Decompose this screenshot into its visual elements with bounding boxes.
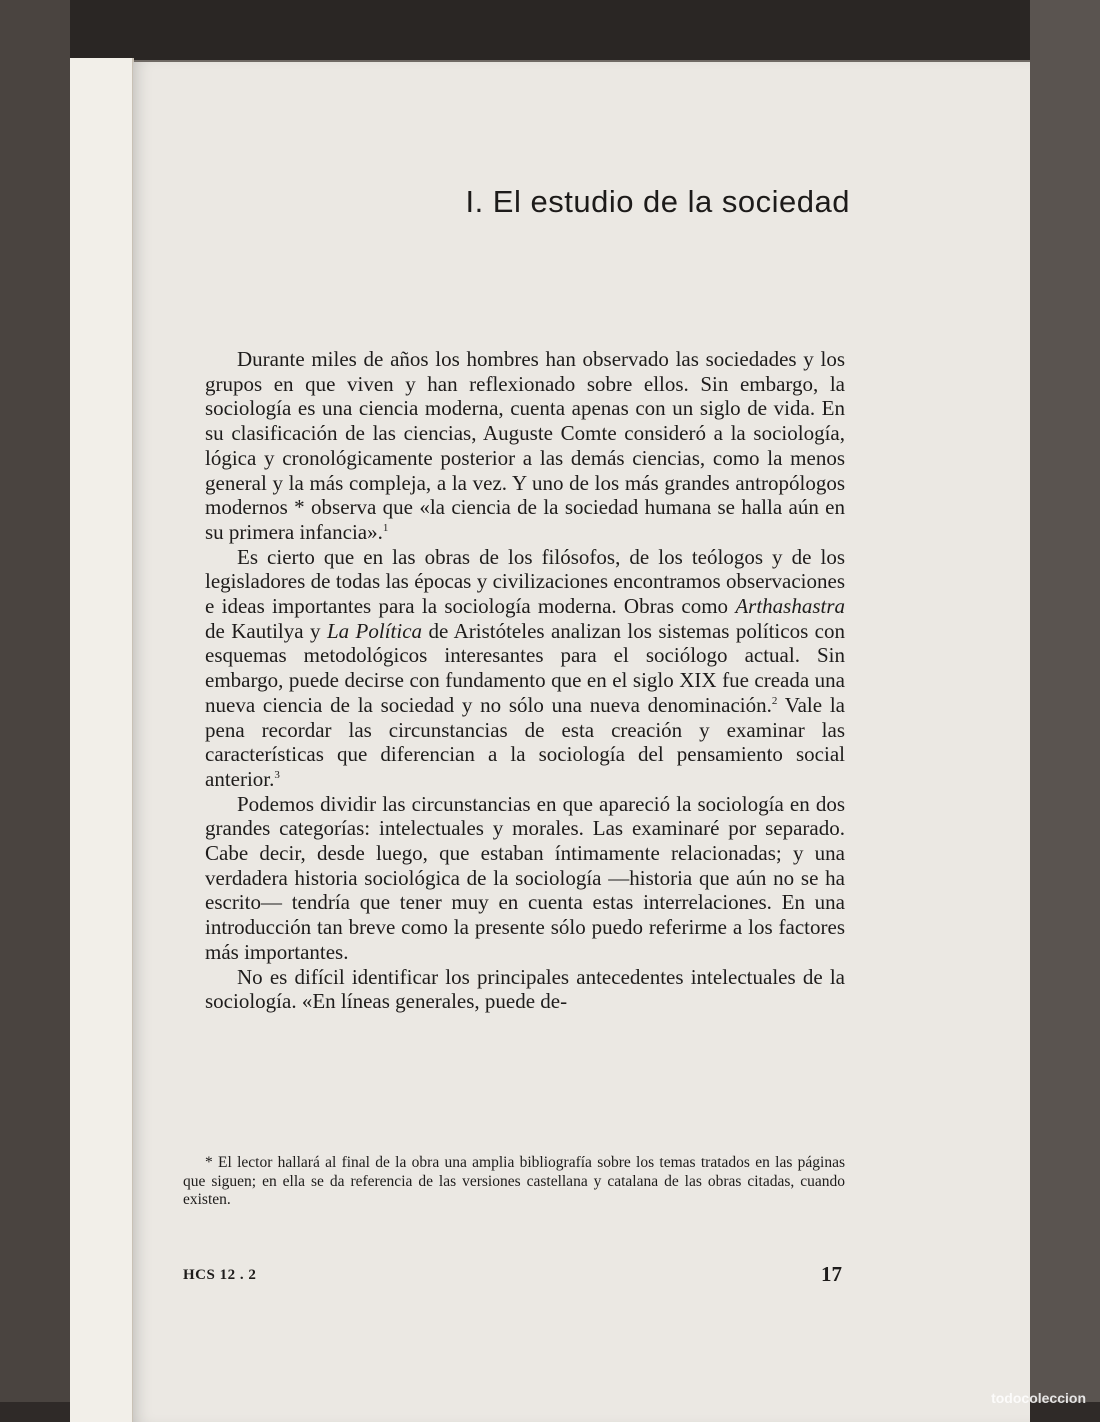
text-run: Durante miles de años los hombres han observado las sociedades y los grupos en que viven y han reflexionado sobre ellos. Sin embargo, la sociología es una ciencia moderna, cuenta apenas con un siglo de vida. En su clasificación de las ciencias, Auguste Comte consideró a la sociología, lógica y cronológicamente posterior a las demás ciencias, como la menos general y la más compleja, a la vez. Y uno de los más grandes antropólogos modernos * observa que «la ciencia de la sociedad humana se halla aún en su primera infancia».: [205, 347, 845, 544]
text-run: Es cierto que en las obras de los filósofos, de los teólogos y de los legisladores de todas las épocas y civilizaciones encontramos observaciones e ideas importantes para la sociología moderna. Obras como: [205, 544, 845, 619]
printer-signature: HCS 12 . 2: [183, 1267, 257, 1283]
footnote: [183, 1154, 845, 1210]
footnote-ref: 3: [274, 768, 280, 781]
text-run: de Kautilya y: [205, 618, 327, 643]
watermark-logo: todocoleccion: [991, 1390, 1086, 1406]
background-top: [0, 0, 1100, 60]
footnote-ref: 2: [771, 694, 778, 707]
facing-page-edge: [70, 58, 134, 1422]
paragraph: [205, 545, 845, 792]
text-run: No es difícil identificar los principales antecedentes intelectuales de la sociología. «En líneas generales, puede de-: [205, 964, 845, 1014]
body-text: [205, 347, 845, 1014]
italic-title: Arthashastra: [735, 594, 845, 619]
text-run: de Aristóteles analizan los sistemas políticos con esquemas metodológicos interesantes para el sociólogo actual. Sin embargo, puede decirse con fundamento que en el siglo XIX fue creada una nueva ciencia de la sociedad y no sólo una nueva denominación.: [205, 618, 845, 717]
paragraph: [205, 347, 845, 545]
text-run: Podemos dividir las circunstancias en que apareció la sociología en dos grandes categorías: intelectuales y morales. Las examinaré por separado. Cabe decir, desde luego, que estaban íntimamente relacionadas; y una verdadera historia sociológica de la sociología —historia que aún no se ha escrito— tendría que tener muy en cuenta estas interrelaciones. En una introducción tan breve como la presente sólo puedo referirme a los factores más importantes.: [205, 791, 845, 964]
footnote-ref: 1: [382, 521, 389, 534]
book-page: [133, 62, 1030, 1422]
paragraph: [205, 965, 845, 1014]
background-right: [1030, 0, 1100, 1422]
italic-title: La Política: [326, 618, 423, 643]
background-left: [0, 0, 70, 1422]
chapter-title: I. El estudio de la sociedad: [465, 184, 850, 219]
page-number: 17: [821, 1262, 842, 1286]
footnote-text: * El lector hallará al final de la obra una amplia bibliografía sobre los temas tratados en las páginas que siguen; en ella se da referencia de las versiones castellana y catalana de las obras citadas, cuando existen.: [183, 1154, 845, 1208]
paragraph: [205, 792, 845, 965]
text-run: Vale la pena recordar las circunstancias de esta creación y examinar las características que diferencian a la sociología del pensamiento social anterior.: [205, 692, 845, 791]
